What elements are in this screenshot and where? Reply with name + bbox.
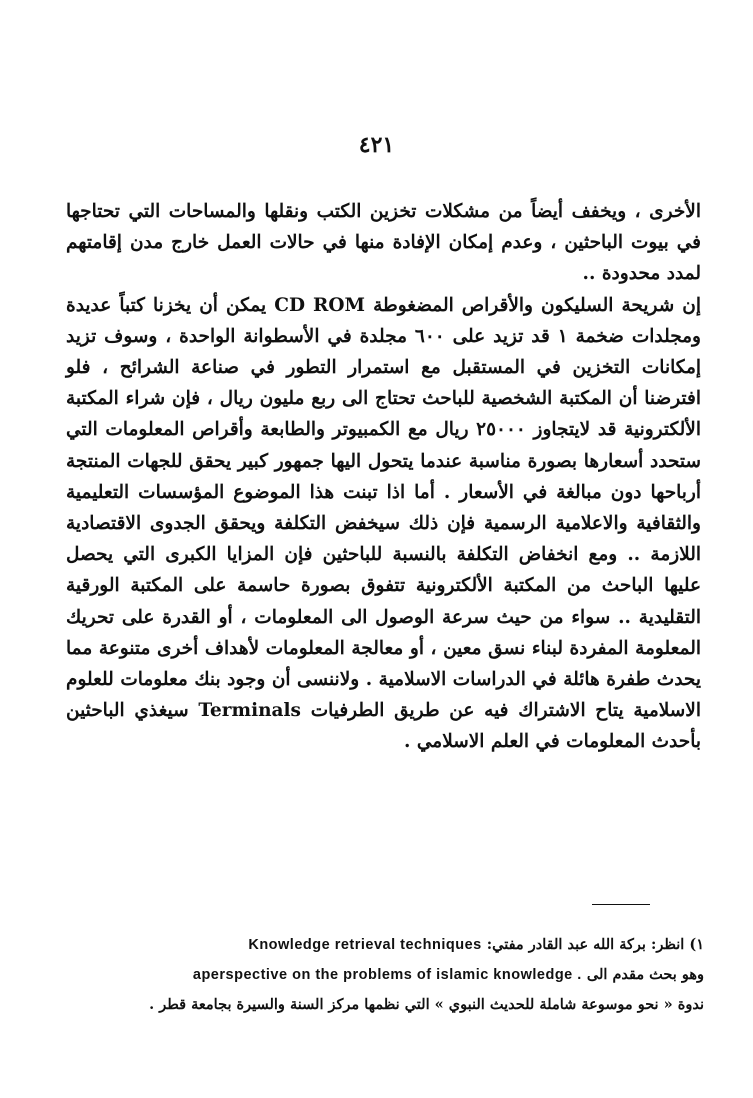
paragraph-1: الأخرى ، ويخفف أيضاً من مشكلات تخزين الكتب ونقلها والمساحات التي تحتاجها في بيوت الباحثين ، وعدم إمكان الإفادة منها في حالات العمل خارج مدن إقامتهم لمدد محدودة .. [66, 201, 701, 285]
footnote-line-3: ندوة « نحو موسوعة شاملة للحديث النبوي » التي نظمها مركز السنة والسيرة بجامعة قطر . [149, 996, 704, 1013]
main-text [66, 196, 701, 758]
footnote-2-latin: aperspective on the problems of islamic knowledge . [192, 967, 582, 983]
footnote-line-2 [98, 960, 704, 990]
footnote-1-arabic: ١) انظر: بركة الله عبد القادر مفتي: [486, 936, 704, 953]
page-number: ٤٢١ [358, 132, 395, 158]
footnotes [98, 930, 704, 1020]
footnote-2-arabic: وهو بحث مقدم الى [586, 966, 704, 983]
paragraph-2: إن شريحة السليكون والأقراص المضغوطة CD ROM يمكن أن يخزنا كتباً عديدة ومجلدات ضخمة ١ قد تزيد على ٦٠٠ مجلدة في الأسطوانة الواحدة ، وسوف تزيد إمكانات التخزين في المستقبل مع استمرار التطور في صناعة الشرائح ، فلو افترضنا أن المكتبة الشخصية للباحث تحتاج الى ربع مليون ريال ، فإن شراء المكتبة الألكترونية قد لايتجاوز ٢٥٠٠٠ ريال مع الكمبيوتر والطابعة وأقراص المعلومات التي ستحدد أسعارها بصورة مناسبة عندما يتحول اليها جمهور كبير يحقق للجهات المنتجة أرباحها دون مبالغة في الأسعار . أما اذا تبنت هذا الموضوع المؤسسات التعليمية والثقافية والاعلامية الرسمية فإن ذلك سيخفض التكلفة ويحقق الجدوى الاقتصادية اللازمة .. ومع انخفاض التكلفة بالنسبة للباحثين فإن المزايا الكبرى التي يحصل عليها الباحث من المكتبة الألكترونية تتفوق بصورة حاسمة على المكتبة الورقية التقليدية .. سواء من حيث سرعة الوصول الى المعلومات ، أو القدرة على تحريك المعلومة المفردة لبناء نسق معين ، أو معالجة المعلومات لأهداف أخرى متنوعة مما يحدث طفرة هائلة في الدراسات الاسلامية . ولاننسى أن وجود بنك معلومات للعلوم الاسلامية يتاح الاشتراك فيه عن طريق الطرفيات Terminals سيغذي الباحثين بأحدث المعلومات في العلم الاسلامي . [66, 294, 701, 753]
footnote-line-1 [98, 930, 704, 960]
footnote-1-latin: Knowledge retrieval techniques [248, 937, 482, 953]
footnote-separator [592, 904, 650, 905]
